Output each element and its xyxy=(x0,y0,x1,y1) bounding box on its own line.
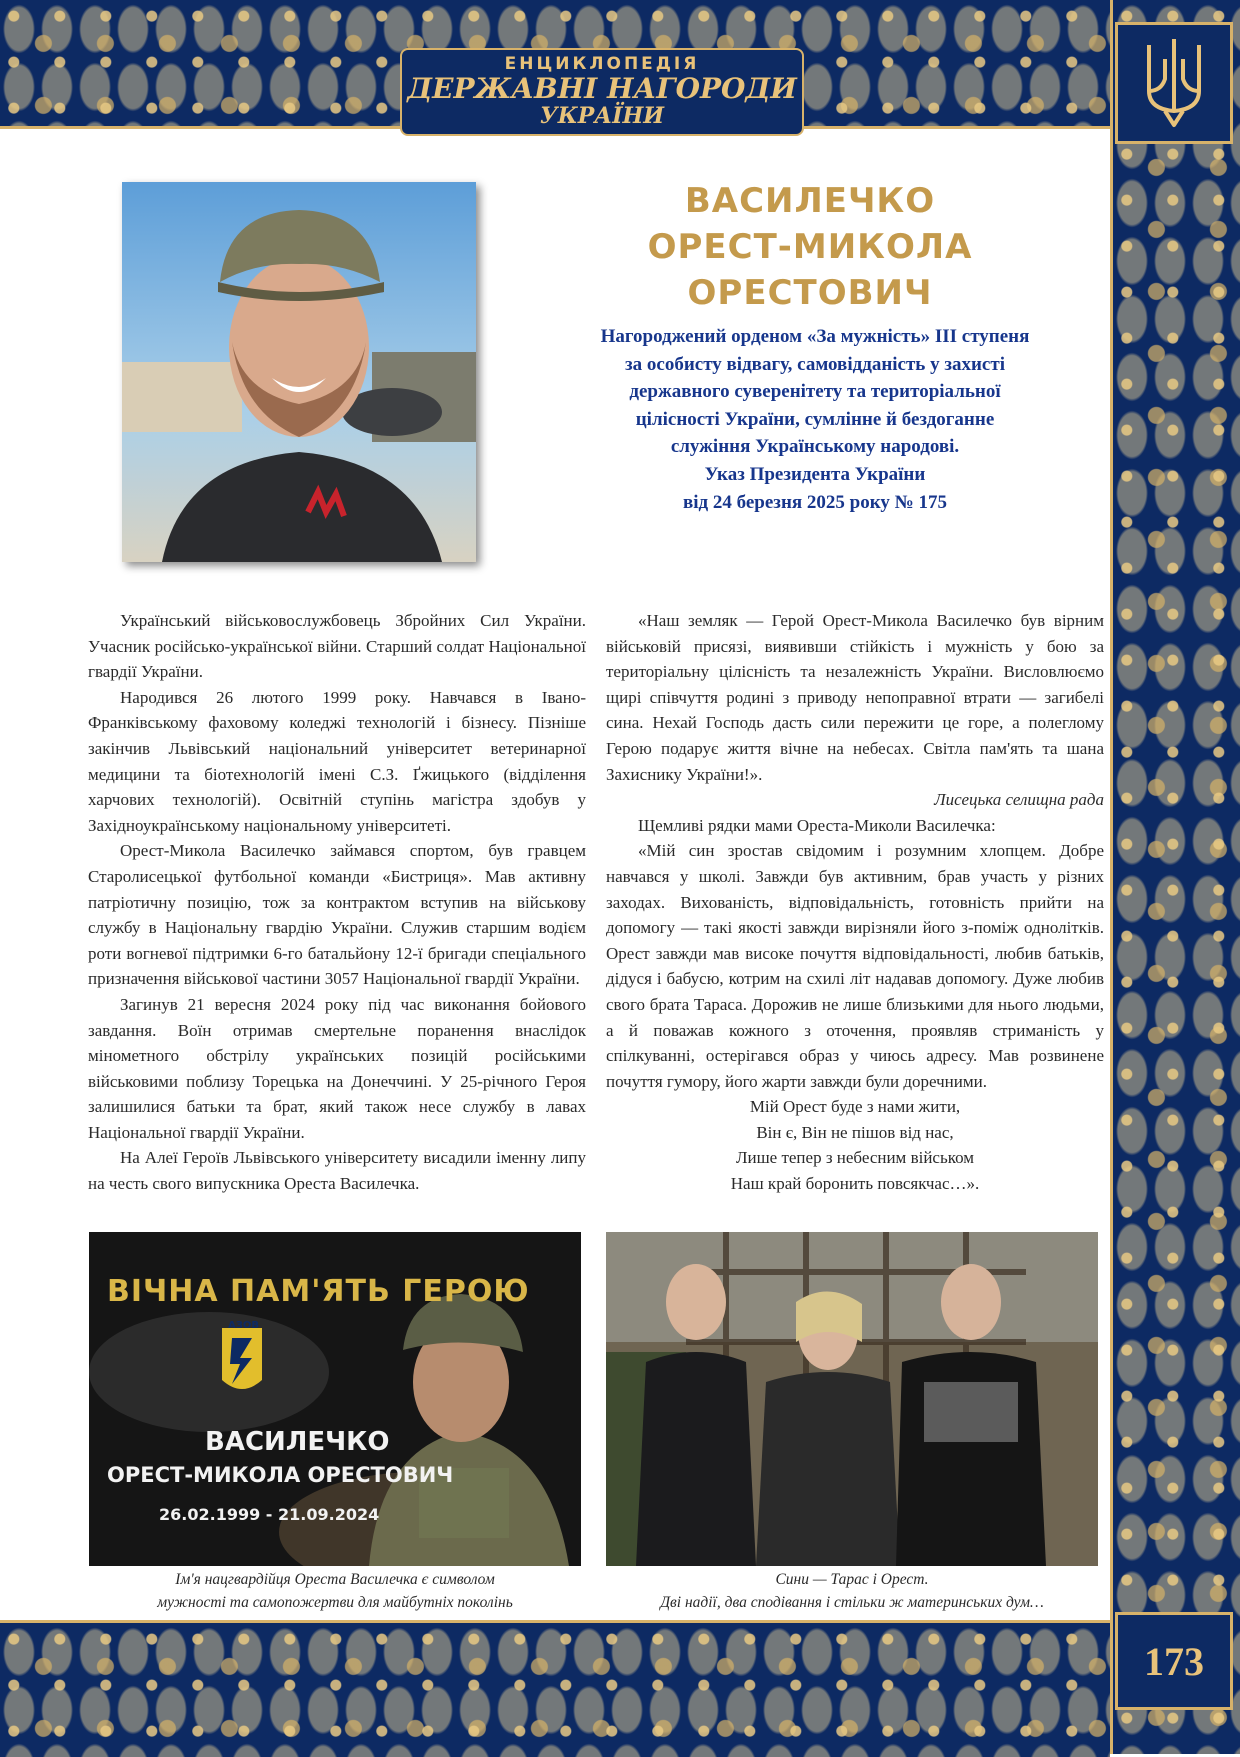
memorial-dates: 26.02.1999 - 21.09.2024 xyxy=(159,1505,380,1524)
family-caption xyxy=(606,1568,1098,1614)
series-label: ЕНЦИКЛОПЕДІЯ xyxy=(504,54,700,74)
memorial-name-line1: ВАСИЛЕЧКО xyxy=(205,1427,390,1457)
bio-paragraph: Загинув 21 вересня 2024 року під час виконання бойового завдання. Воїн отримав смертельне поранення внаслідок мінометного обстрілу українських позицій російськими військовими поблизу Торецька на Донеччині. У 25-річного Героя залишилися батьки та брат, який також несе службу в лавах Національної гвардії України. xyxy=(88,994,586,1142)
page-number-box xyxy=(1115,1612,1233,1710)
caption-line: Ім'я нацгвардійця Ореста Василечка є символом xyxy=(175,1571,495,1588)
memorial-heading: ВІЧНА ПАМ'ЯТЬ ГЕРОЮ xyxy=(107,1274,530,1309)
memorial-name-line2: ОРЕСТ-МИКОЛА ОРЕСТОВИЧ xyxy=(107,1463,454,1487)
caption-line: мужності та самопожертви для майбутніх поколінь xyxy=(157,1594,513,1611)
poem-line: Лише тепер з небесним військом xyxy=(735,1148,975,1168)
decree-line: Указ Президента України xyxy=(704,463,926,485)
award-line: Нагороджений орденом «За мужність» ІІІ ступеня xyxy=(600,326,1030,347)
award-line: цілісності України, сумлінне й бездоганне xyxy=(635,408,995,430)
right-ornament-band xyxy=(1110,0,1240,1754)
mother-quote: «Мій син зростав свідомим і розумним хлопцем. Добре навчався у школі. Завжди був активним, брав участь у різних заходах. Вихованість, відповідальність, готовність прийти на допомогу — такі якості завжди вирізняли його з-поміж однолітків. Орест завжди мав високе почуття відповідальності, любив батьків, дідуся і бабусю, котрим на схилі літ надавав допомогу. Дуже любив свого брата Тараса. Дорожив не лише близькими для нього людьми, а й поважав кожного з оточення, проявляв стриманість у спілкуванні, остерігався образ у чиюсь адресу. Мав розвинене почуття гумору, його жарти завжди були доречними. xyxy=(606,841,1104,1091)
bio-paragraph: Народився 26 лютого 1999 року. Навчався в Івано-Франківському фаховому коледжі технологій і бізнесу. Пізніше закінчив Львівський національний університет ветеринарної медицини та біотехнологій імені С.З. Ґжицького (відділення харчових технологій). Освітній ступінь магістра здобув у Західноукраїнському національному університеті. xyxy=(88,687,586,835)
caption-line: Дві надії, два сподівання і стільки ж материнських дум… xyxy=(660,1594,1044,1611)
encyclopedia-banner xyxy=(400,48,804,136)
poem-line: Мій Орест буде з нами жити, xyxy=(749,1097,961,1117)
mother-intro: Щемливі рядки мами Ореста-Миколи Василечка: xyxy=(638,815,996,835)
poem-line: Наш край боронить повсякчас…». xyxy=(730,1174,980,1194)
caption-line: Сини — Тарас і Орест. xyxy=(775,1571,929,1588)
bio-paragraph: На Алеї Героїв Львівського університету висадили іменну липу на честь свого випускника Ореста Василечка. xyxy=(88,1148,586,1194)
hero-portrait xyxy=(122,182,476,562)
award-line: служіння Українському народові. xyxy=(670,436,960,458)
tributes-column xyxy=(606,608,1104,1197)
family-photo xyxy=(606,1232,1098,1566)
award-line: державного суверенітету та територіальної xyxy=(629,381,1001,403)
memorial-badge: АЗОВ xyxy=(228,1320,259,1331)
banner-title-line1: ДЕРЖАВНІ НАГОРОДИ xyxy=(407,72,797,105)
council-signature: Лисецька селищна рада xyxy=(934,790,1104,810)
memorial-image xyxy=(89,1232,581,1566)
memorial-caption xyxy=(89,1568,581,1614)
council-quote: «Наш земляк — Герой Орест-Микола Василечко був вірним військовій присязі, виявивши стійкість і мужність у бою за територіальну цілісність та незалежність України. Висловлюємо щирі співчуття родині з приводу непоправної втрати — загибелі сина. Нехай Господь дасть сили пережити це горе, а полеглому Герою подарує життя вічне на небесах. Світла пам'ять та шана Захиснику України!». xyxy=(606,611,1104,784)
page-number: 173 xyxy=(1144,1638,1204,1684)
crest-box xyxy=(1115,22,1233,144)
bio-paragraph: Орест-Микола Василечко займався спортом, був гравцем Старолисецької футбольної команди «Бистриця». Мав активну патріотичну позицію, тож за контрактом вступив на військову службу в Національну гвардію України. Служив старшим водієм роти вогневої підтримки 6-го батальйону 12-ї бригади спеціального призначення військової частини 3057 Національної гвардії України. xyxy=(88,841,586,989)
award-description xyxy=(550,323,1080,516)
bio-paragraph: Український військовослужбовець Збройних Сил України. Учасник російсько-української війни. Старший солдат Національної гвардії України. xyxy=(88,611,586,682)
decree-date-line: від 24 березня 2025 року № 175 xyxy=(682,491,948,513)
trident-icon xyxy=(1139,35,1209,131)
banner-title-line2: УКРАЇНИ xyxy=(539,103,665,129)
hero-name xyxy=(590,178,1030,316)
award-line: за особисту відвагу, самовідданість у захисті xyxy=(625,353,1005,375)
hero-name-line1: ВАСИЛЕЧКО xyxy=(684,181,936,221)
biography-column xyxy=(88,608,586,1197)
hero-name-line2: ОРЕСТ-МИКОЛА xyxy=(647,227,973,267)
hero-name-line3: ОРЕСТОВИЧ xyxy=(687,273,933,313)
poem-line: Він є, Він не пішов від нас, xyxy=(756,1122,954,1142)
footer-ornament-band xyxy=(0,1620,1110,1757)
